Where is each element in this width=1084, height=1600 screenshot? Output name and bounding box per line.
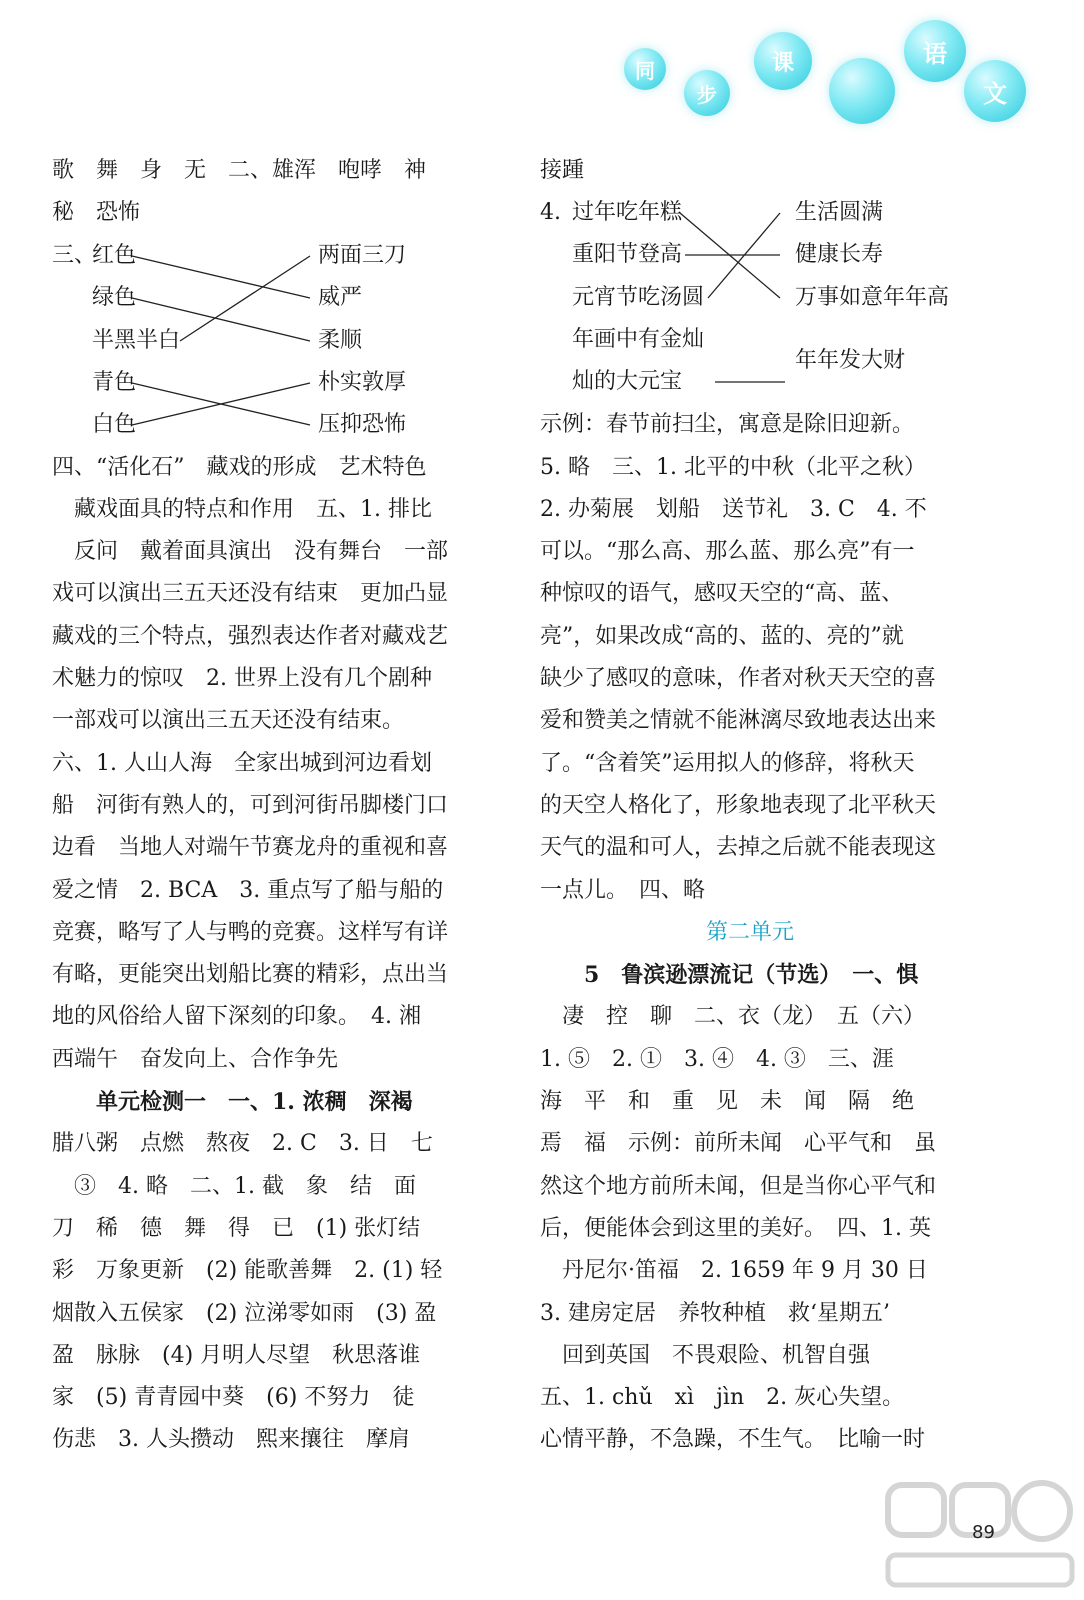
match-right-item: 两面三刀 (318, 242, 407, 268)
text-line: 一部戏可以演出三五天还没有结束。 (52, 708, 405, 734)
text-line: ③ 4. 略 二、1. 截 象 结 面 (52, 1173, 416, 1199)
match-right-item: 万事如意年年高 (795, 285, 950, 311)
match-right-item: 压抑恐怖 (318, 411, 407, 437)
text-line: 可以。“那么高、那么蓝、那么亮”有一 (540, 539, 915, 565)
text-line: 地的风俗给人留下深刻的印象。 4. 湘 (52, 1004, 421, 1030)
text-line: 刀 稀 德 舞 得 已 (1) 张灯结 (52, 1215, 421, 1241)
header-decoration (624, 20, 1024, 130)
text-line: 有略，更能突出划船比赛的精彩，点出当 (52, 962, 449, 988)
match-left-item: 红色 (92, 242, 137, 268)
match-prefix: 三、 (52, 242, 97, 268)
text-line: 竞赛，略写了人与鸭的竞赛。这样写有详 (52, 919, 449, 945)
text-line: 戏可以演出三五天还没有结束 更加凸显 (52, 581, 449, 607)
text-line: 亮”，如果改成“高的、蓝的、亮的”就 (540, 623, 904, 649)
text-line: 盈 脉脉 (4) 月明人尽望 秋思落谁 (52, 1342, 421, 1368)
text-line: 歌 舞 身 无 二、雄浑 咆哮 神 (52, 158, 427, 183)
text-line: 心情平静，不急躁，不生气。 比喻一时 (540, 1427, 926, 1453)
text-line: 船 河街有熟人的，可到河街吊脚楼门口 (52, 792, 449, 818)
text-line: 彩 万象更新 (2) 能歌善舞 2. (1) 轻 (52, 1258, 443, 1284)
text-line: 种惊叹的语气，感叹天空的“高、蓝、 (540, 581, 904, 607)
header-bubble-2: 步 (684, 70, 730, 116)
text-line: 单元检测一 一、1. 浓稠 深褐 (52, 1089, 413, 1116)
left-column (52, 150, 482, 1462)
text-line: 的天空人格化了，形象地表现了北平秋天 (540, 792, 937, 818)
text-line: 2. 办菊展 划船 送节礼 3. C 4. 不 (540, 496, 927, 522)
match-left-item: 白色 (92, 411, 137, 437)
match-left-item: 半黑半白 (92, 327, 181, 353)
text-line: 焉 福 示例：前所未闻 心平气和 虽 (540, 1131, 937, 1157)
match-number: 4. (540, 200, 561, 226)
text-line: 爱之情 2. BCA 3. 重点写了船与船的 (52, 877, 444, 903)
header-bubble-4 (829, 58, 895, 124)
text-line: 凄 控 聊 二、衣（龙） 五（六） (540, 1004, 926, 1030)
match-right-item: 年年发大财 (795, 348, 906, 374)
header-bubble-1: 同 (624, 48, 666, 90)
page-number: 89 (972, 1522, 995, 1543)
text-line: 海 平 和 重 见 未 闻 隔 绝 (540, 1089, 915, 1115)
text-line: 然这个地方前所未闻，但是当你心平气和 (540, 1173, 937, 1199)
text-line: 边看 当地人对端午节赛龙舟的重视和喜 (52, 835, 449, 861)
text-line: 一点儿。 四、略 (540, 877, 706, 903)
match-left-item: 元宵节吃汤圆 (572, 285, 705, 311)
match-left-item: 年画中有金灿 (572, 327, 705, 353)
text-line: 天气的温和可人，去掉之后就不能表现这 (540, 835, 937, 861)
text-line: 秘 恐怖 (52, 200, 141, 226)
match-left-item: 青色 (92, 369, 137, 395)
header-bubble-3: 课 (754, 32, 812, 90)
text-line: 3. 建房定居 养牧种植 救‘星期五’ (540, 1300, 890, 1326)
text-line: 伤悲 3. 人头攒动 熙来攘往 摩肩 (52, 1427, 410, 1453)
text-line: 了。“含着笑”运用拟人的修辞，将秋天 (540, 750, 915, 776)
header-bubble-6: 文 (964, 60, 1026, 122)
right-column (540, 150, 960, 1462)
match-left-item: 重阳节登高 (572, 242, 683, 268)
text-line: 反问 戴着面具演出 没有舞台 一部 (52, 539, 449, 565)
text-line: 缺少了感叹的意味，作者对秋天天空的喜 (540, 666, 937, 692)
text-line: 家 (5) 青青园中葵 (6) 不努力 徒 (52, 1385, 415, 1411)
match-right-item: 威严 (318, 284, 363, 310)
text-line: 示例：春节前扫尘，寓意是除旧迎新。 (540, 412, 915, 438)
text-line: 藏戏面具的特点和作用 五、1. 排比 (52, 496, 432, 522)
section-title: 第二单元 (705, 919, 794, 945)
custom-matching-exercise (540, 192, 960, 404)
text-line: 1. ⑤ 2. ① 3. ④ 4. ③ 三、涯 (540, 1046, 894, 1072)
match-left-item: 灿的大元宝 (572, 369, 683, 395)
header-bubble-5: 语 (904, 20, 966, 82)
match-right-item: 朴实敦厚 (318, 369, 407, 395)
text-line: 四、“活化石” 藏戏的形成 艺术特色 (52, 454, 427, 480)
text-line: 爱和赞美之情就不能淋漓尽致地表达出来 (540, 708, 937, 734)
color-matching-exercise (52, 235, 482, 447)
text-line: 西端午 奋发向上、合作争先 (52, 1046, 339, 1072)
match-right-item: 生活圆满 (795, 200, 884, 226)
text-line: 回到英国 不畏艰险、机智自强 (540, 1342, 871, 1368)
text-line: 烟散入五侯家 (2) 泣涕零如雨 (3) 盈 (52, 1300, 437, 1326)
text-line: 5 鲁滨逊漂流记（节选） 一、惧 (540, 962, 919, 989)
text-line: 接踵 (540, 158, 585, 183)
text-line: 腊八粥 点燃 熬夜 2. C 3. 日 七 (52, 1131, 433, 1157)
text-line: 六、1. 人山人海 全家出城到河边看划 (52, 750, 432, 776)
text-line: 丹尼尔·笛福 2. 1659 年 9 月 30 日 (540, 1258, 928, 1284)
text-line: 5. 略 三、1. 北平的中秋（北平之秋） (540, 454, 926, 480)
text-line: 术魅力的惊叹 2. 世界上没有几个剧种 (52, 666, 432, 692)
match-left-item: 绿色 (92, 284, 137, 310)
text-line: 后，便能体会到这里的美好。 四、1. 英 (540, 1215, 931, 1241)
match-left-item: 过年吃年糕 (572, 200, 683, 226)
match-right-item: 柔顺 (318, 327, 363, 353)
text-line: 藏戏的三个特点，强烈表达作者对藏戏艺 (52, 623, 449, 649)
text-line: 五、1. chǔ xì jìn 2. 灰心失望。 (540, 1385, 905, 1411)
match-right-item: 健康长寿 (795, 242, 884, 268)
